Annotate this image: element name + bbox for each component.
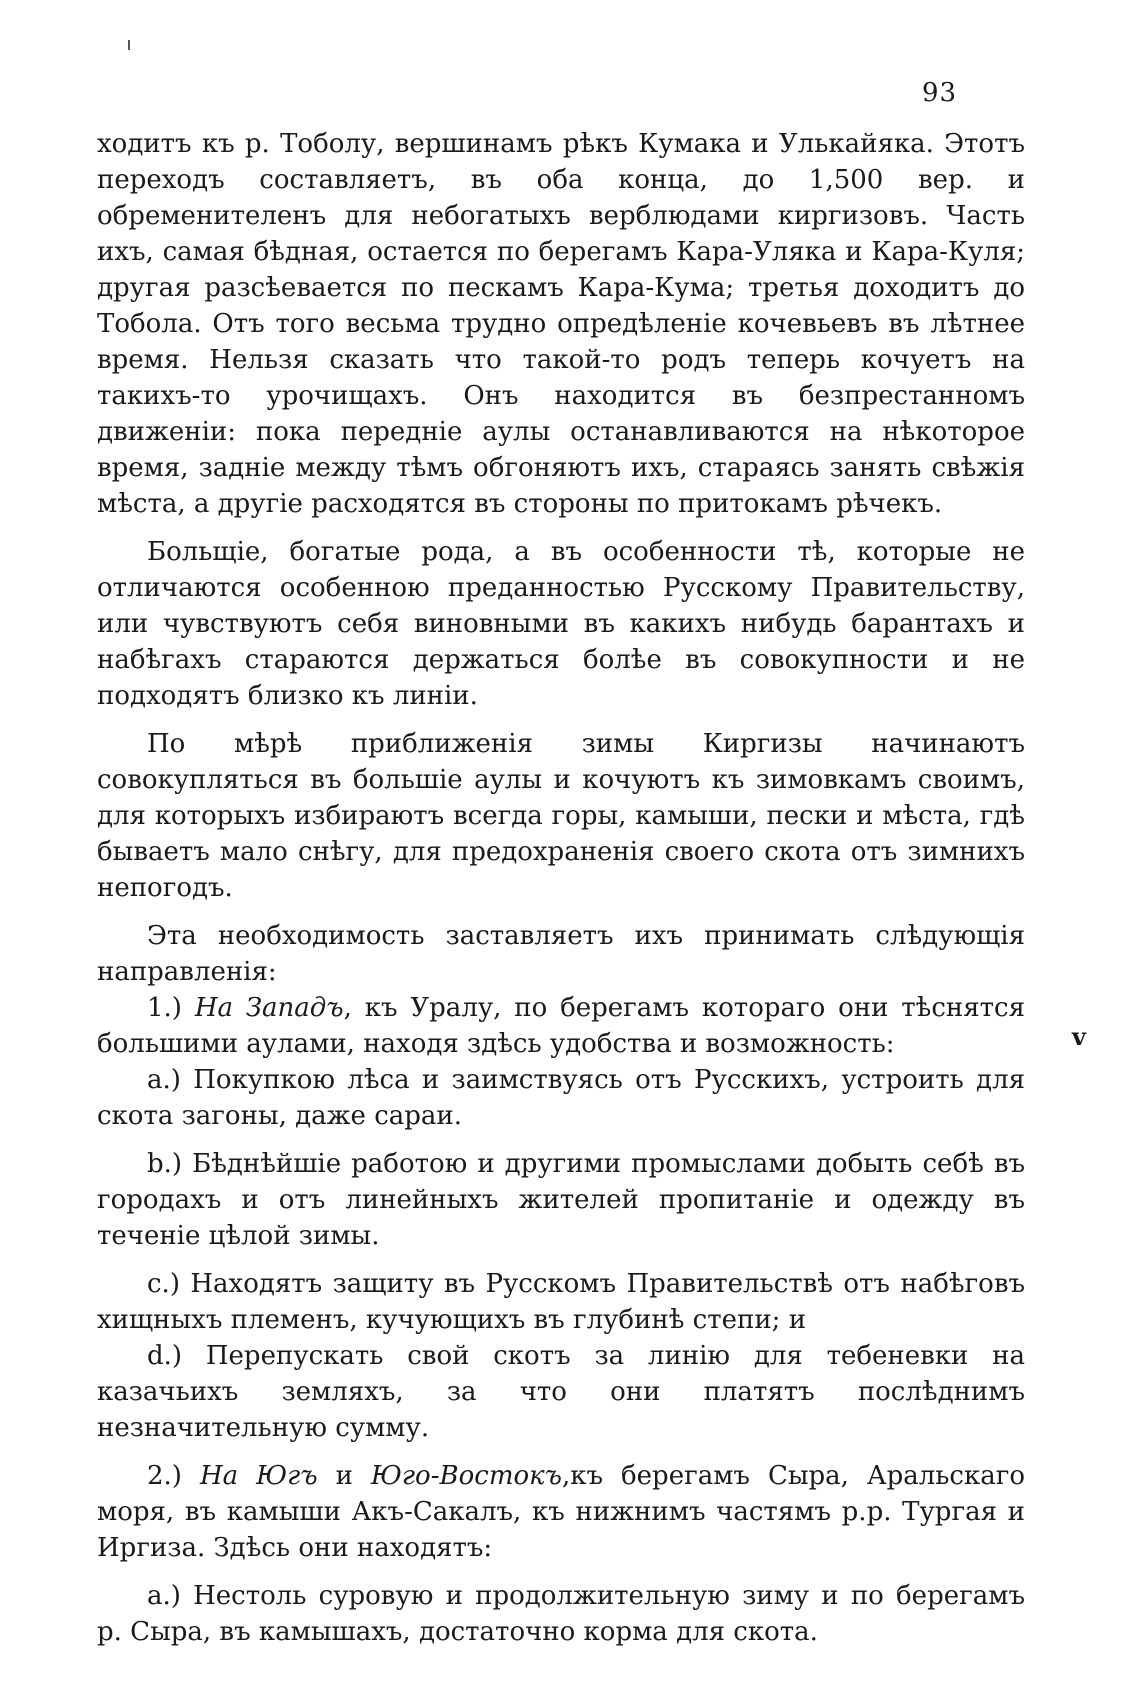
item-number: 2.) <box>147 1461 182 1491</box>
margin-check-mark: v <box>1072 1022 1086 1051</box>
direction-south: На Югъ <box>199 1461 318 1491</box>
direction-west: На Западъ <box>194 993 344 1023</box>
sub-item-a: а.) Покупкою лѣса и заимствуясь отъ Русскихъ, устроить для скота загоны, даже сараи. <box>97 1065 1025 1131</box>
paragraph-directions-intro: Эта необходимость заставляетъ ихъ принимать слѣдующія направленія: <box>97 921 1025 987</box>
list-item-west <box>97 990 1025 1062</box>
sub-item-b: b.) Бѣднѣйшіе работою и другими промыслами добыть себѣ въ городахъ и отъ линейныхъ жителей пропитаніе и одежду въ теченіе цѣлой зимы. <box>97 1149 1025 1251</box>
conjunction: и <box>317 1461 371 1491</box>
list-item-south <box>97 1458 1025 1566</box>
item-number: 1.) <box>147 993 182 1023</box>
page-body <box>97 126 1025 1650</box>
paragraph-continuation: ходитъ къ р. Тоболу, вершинамъ рѣкъ Кумака и Улькайяка. Этотъ переходъ составляетъ, въ оба конца, до 1,500 вер. и обременителенъ для небогатыхъ верблюдами киргизовъ. Часть ихъ, самая бѣдная, остается по берегамъ Кара-Уляка и Кара-Куля; другая разсѣевается по пескамъ Кара-Кума; третья доходитъ до Тобола. Отъ того весьма трудно опредѣленіе кочевьевъ въ лѣтнее время. Нельзя сказать что такой-то родъ теперь кочуетъ на такихъ-то урочищахъ. Онъ находится въ безпрестанномъ движеніи: пока передніе аулы останавливаются на нѣкоторое время, задніе между тѣмъ обгоняютъ ихъ, стараясь занять свѣжія мѣста, а другіе расходятся въ стороны по притокамъ рѣчекъ. <box>97 129 1025 519</box>
item-text: , къ Уралу, по берегамъ котораго они тѣснятся большими аулами, находя здѣсь удобства и возможность: <box>97 993 1025 1059</box>
paragraph-large-clans: Больщіе, богатые рода, а въ особенности тѣ, которые не отличаются особенною преданностью Русскому Правительству, или чувствуютъ себя виновными въ какихъ нибудь барантахъ и набѣгахъ стараются держаться болѣе въ совокупности и не подходятъ близко къ линіи. <box>97 537 1025 711</box>
direction-southeast: Юго-Востокъ <box>370 1461 562 1491</box>
sub-item-c: c.) Находятъ защиту въ Русскомъ Правительствѣ отъ набѣговъ хищныхъ племенъ, кучующихъ въ глубинѣ степи; и <box>97 1269 1025 1335</box>
sub-item-d: d.) Перепускать свой скотъ за линію для тебеневки на казачьихъ земляхъ, за что они платятъ послѣднимъ незначительную сумму. <box>97 1341 1025 1443</box>
page-number: 93 <box>922 78 958 108</box>
sub-item-a2: а.) Нестоль суровую и продолжительную зиму и по берегамъ р. Сыра, въ камышахъ, достаточно корма для скота. <box>97 1581 1025 1647</box>
paragraph-winter-approach: По мѣрѣ приближенія зимы Киргизы начинаютъ совокупляться въ большіе аулы и кочуютъ къ зимовкамъ своимъ, для которыхъ избираютъ всегда горы, камыши, пески и мѣста, гдѣ бываетъ мало снѣгу, для предохраненія своего скота отъ зимнихъ непогодъ. <box>97 729 1025 903</box>
margin-tick-mark <box>128 40 130 50</box>
item-text: ,къ берегамъ Сыра, Аральскаго моря, въ камыши Акъ-Сакалъ, къ нижнимъ частямъ р.р. Тургая и Иргиза. Здѣсь они находятъ: <box>97 1461 1026 1563</box>
